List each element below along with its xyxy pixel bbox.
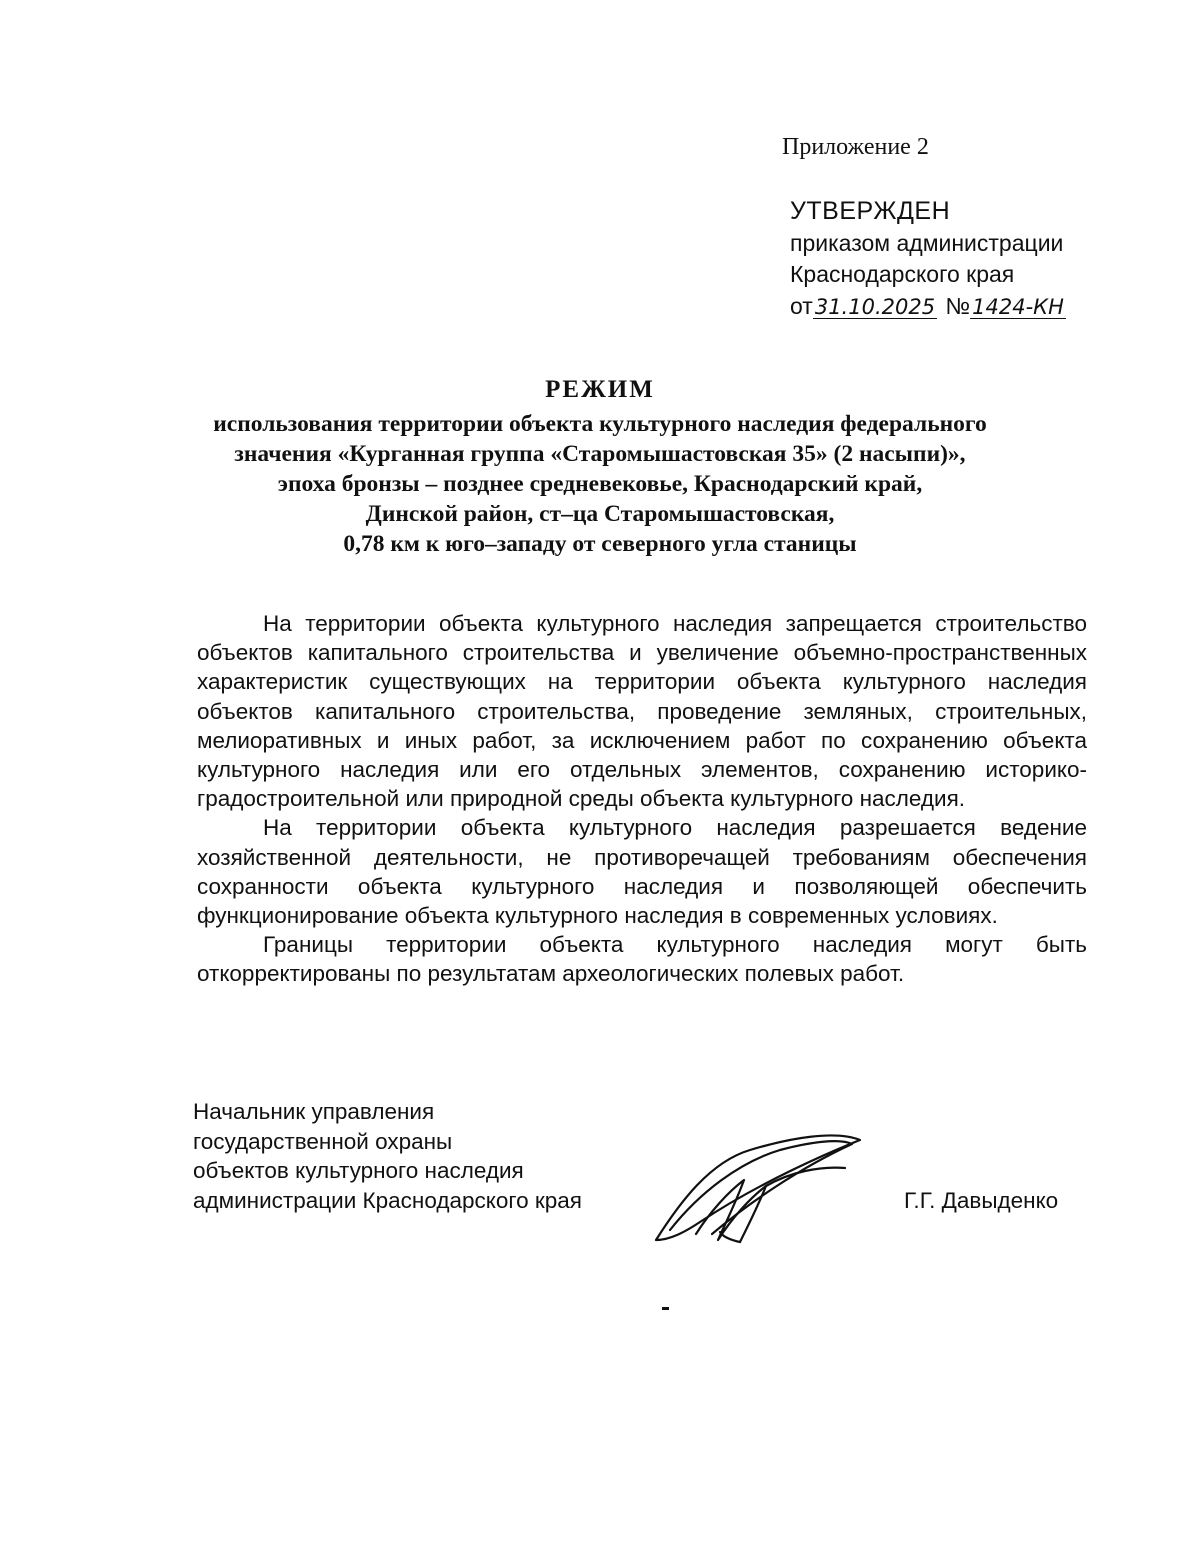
subtitle-line: значения «Курганная группа «Старомышастовская 35» (2 насыпи)», xyxy=(234,441,966,467)
appendix-label: Приложение 2 xyxy=(782,134,929,160)
subtitle-line: эпоха бронзы – позднее средневековье, Краснодарский край, xyxy=(277,471,923,497)
approval-line-2: Краснодарского края xyxy=(790,261,1015,287)
paragraph-permissions: На территории объекта культурного наследия разрешается ведение хозяйственной деятельности, не противоречащей требованиям обеспечения сохранности объекта культурного наследия и позволяющей обеспечить функционирование объекта культурного наследия в современных условиях. xyxy=(197,815,1087,929)
signer-position xyxy=(193,1097,582,1215)
signer-position-line: объектов культурного наследия xyxy=(193,1158,524,1183)
document-title: РЕЖИМ xyxy=(545,376,655,403)
number-label: № xyxy=(945,292,971,319)
signer-position-line: государственной охраны xyxy=(193,1128,453,1154)
subtitle-line: использования территории объекта культурного наследия федерального xyxy=(213,411,987,437)
signer-position-line: Начальник управления xyxy=(193,1099,435,1124)
subtitle-line: 0,78 км к юго–западу от северного угла станицы xyxy=(343,531,857,557)
paragraph-boundaries: Границы территории объекта культурного наследия могут быть откорректированы по результатам археологических полевых работ. xyxy=(197,932,1087,987)
document-body xyxy=(197,609,1087,989)
subtitle-line: Динской район, ст–ца Старомышастовская, xyxy=(365,501,835,527)
from-label: от xyxy=(790,292,813,319)
handwritten-signature xyxy=(640,1122,880,1252)
approval-heading: УТВЕРЖДЕН xyxy=(790,197,951,225)
approval-date-number xyxy=(790,291,1066,323)
approval-stamp-block xyxy=(790,196,1066,322)
handwritten-date: 31.10.2025 xyxy=(814,294,936,319)
signer-name: Г.Г. Давыденко xyxy=(904,1188,1059,1213)
approval-line-1: приказом администрации xyxy=(790,229,1064,256)
handwritten-number: 1424-КН xyxy=(972,294,1064,319)
signer-position-line: администрации Краснодарского края xyxy=(193,1187,582,1213)
document-subtitle xyxy=(150,409,1050,559)
scan-speck xyxy=(662,1307,669,1310)
paragraph-prohibitions: На территории объекта культурного наследия запрещается строительство объектов капитального строительства и увеличение объемно-пространственных характеристик существующих на территории объекта культурного наследия объектов капитального строительства, проведение земляных, строительных, мелиоративных и иных работ, за исключением работ по сохранению объекта культурного наследия или его отдельных элементов, сохранению историко-градостроительной или природной среды объекта культурного наследия. xyxy=(197,611,1087,812)
